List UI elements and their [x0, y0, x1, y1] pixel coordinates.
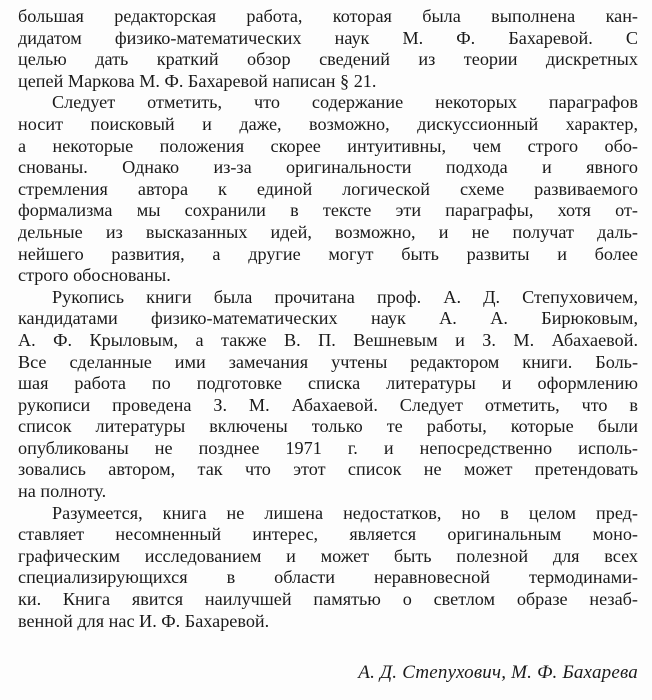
paragraph-conclusion [18, 503, 638, 633]
text-line: дидатом физико-математических наук М. Ф. Бахаревой. С [18, 27, 638, 48]
text-line: Рукопись книги была прочитана проф. А. Д. Степуховичем, [52, 286, 638, 307]
text-line: венной для нас И. Ф. Бахаревой. [18, 610, 270, 631]
text-line: зовались автором, так что этот список не может претендовать [18, 459, 638, 480]
text-line: Следует отметить, что содержание некоторых параграфов [52, 92, 638, 113]
text-line: нейшего развития, а другие могут быть развиты и более [18, 243, 638, 264]
text-line: а некоторые положения скорее интуитивны, чем строго обо- [18, 135, 638, 156]
paragraph-discussion [18, 92, 638, 286]
text-line: цепей Маркова М. Ф. Бахаревой написан § 21. [18, 70, 377, 91]
text-line: А. Ф. Крыловым, а также В. П. Вешневым и З. М. Абахаевой. [18, 329, 638, 350]
text-line: список литературы включены только те работы, которые были [18, 416, 638, 437]
text-line: носит поисковый и даже, возможно, дискуссионный характер, [18, 113, 638, 134]
text-line: ки. Книга явится наилучшей памятью о светлом образе незаб- [18, 589, 638, 610]
text-line: опубликованы не позднее 1971 г. и непосредственно исполь- [18, 437, 638, 458]
author-signature: А. Д. Степухович, М. Ф. Бахарева [358, 662, 638, 683]
text-line: рукописи проведена З. М. Абахаевой. Следует отметить, что в [18, 394, 638, 415]
text-line: дельные из высказанных идей, возможно, и не получат даль- [18, 221, 638, 242]
text-line: снованы. Однако из-за оригинальности подхода и явного [18, 157, 638, 178]
document-page [18, 6, 638, 696]
text-line: формализма мы сохранили в тексте эти параграфы, хотя от- [18, 200, 638, 221]
text-line: на полноту. [18, 481, 107, 502]
text-line: ставляет несомненный интерес, является оригинальным моно- [18, 524, 638, 545]
text-line: Все сделанные ими замечания учтены редактором книги. Боль- [18, 351, 638, 372]
text-line: целью дать краткий обзор сведений из теории дискретных [18, 49, 638, 70]
text-line: большая редакторская работа, которая была выполнена кан- [18, 6, 638, 26]
text-line: стремления автора к единой логической схеме развиваемого [18, 178, 638, 199]
paragraph-manuscript [18, 287, 638, 503]
text-line: Разумеется, книга не лишена недостатков, но в целом пред- [52, 502, 638, 523]
text-line: строго обоснованы. [18, 265, 171, 286]
text-line: кандидатами физико-математических наук А. А. Бирюковым, [18, 308, 638, 329]
text-line: шая работа по подготовке списка литературы и оформлению [18, 373, 638, 394]
text-line: специализирующихся в области неравновесной термодинами- [18, 567, 638, 588]
paragraph-continuation [18, 6, 638, 92]
text-line: графическим исследованием и может быть полезной для всех [18, 545, 638, 566]
